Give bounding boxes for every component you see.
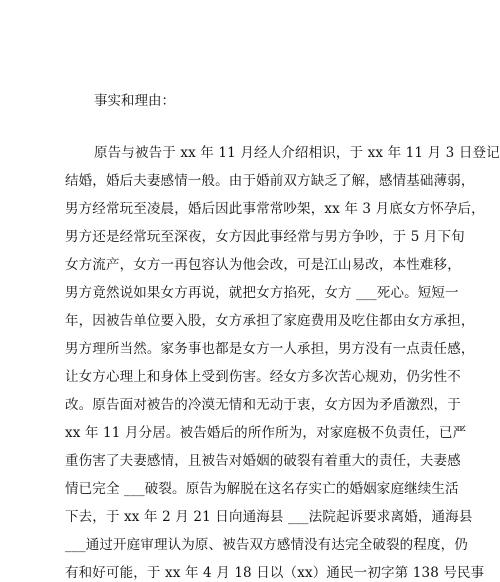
text-line: 结婚，婚后夫妻感情一般。由于婚前双方缺乏了解，感情基础薄弱， [65, 173, 475, 189]
text-line: 男方竟然说如果女方再说，就把女方掐死，女方 ___死心。短短一 [65, 285, 459, 301]
text-line: 男方还是经常玩至深夜，女方因此事经常与男方争吵，于 5 月下旬 [65, 229, 465, 245]
text-line: 情已完全 ___破裂。原告为解脱在这名存实亡的婚姻家庭继续生活 [65, 481, 459, 497]
section-heading: 事实和理由： [94, 93, 175, 109]
text-line: ___通过开庭审理认为原、被告双方感情没有达完全破裂的程度，仍 [65, 537, 468, 553]
text-line: 改。原告面对被告的冷漠无情和无动于衷，女方因为矛盾激烈，于 [65, 397, 461, 413]
text-line: 男方经常玩至凌晨，婚后因此事常常吵架，xx 年 3 月底女方怀孕后， [65, 201, 485, 217]
text-line: 下去，于 xx 年 2 月 21 日向通海县 ___法院起诉要求离婚，通海县 [65, 509, 473, 525]
text-line: 让女方心理上和身体上受到伤害。经女方多次苦心规劝，仍劣性不 [65, 369, 461, 385]
text-line: 年，因被告单位要入股，女方承担了家庭费用及吃住都由女方承担， [65, 313, 475, 329]
text-line: 女方流产，女方一再包容认为他会改，可是江山易改，本性难移， [65, 257, 461, 273]
text-line: 重伤害了夫妻感情，且被告对婚姻的破裂有着重大的责任，夫妻感 [65, 453, 461, 469]
text-line: 原告与被告于 xx 年 11 月经人介绍相识，于 xx 年 11 月 3 日登记 [94, 145, 500, 161]
text-line: 有和好可能，于 xx 年 4 月 18 日以（xx）通民一初字第 138 号民事 [65, 565, 485, 581]
text-line: 男方理所当然。家务事也都是女方一人承担，男方没有一点责任感， [65, 341, 475, 357]
text-line: xx 年 11 月分居。被告婚后的所作所为，对家庭极不负责任，已严 [65, 425, 467, 441]
